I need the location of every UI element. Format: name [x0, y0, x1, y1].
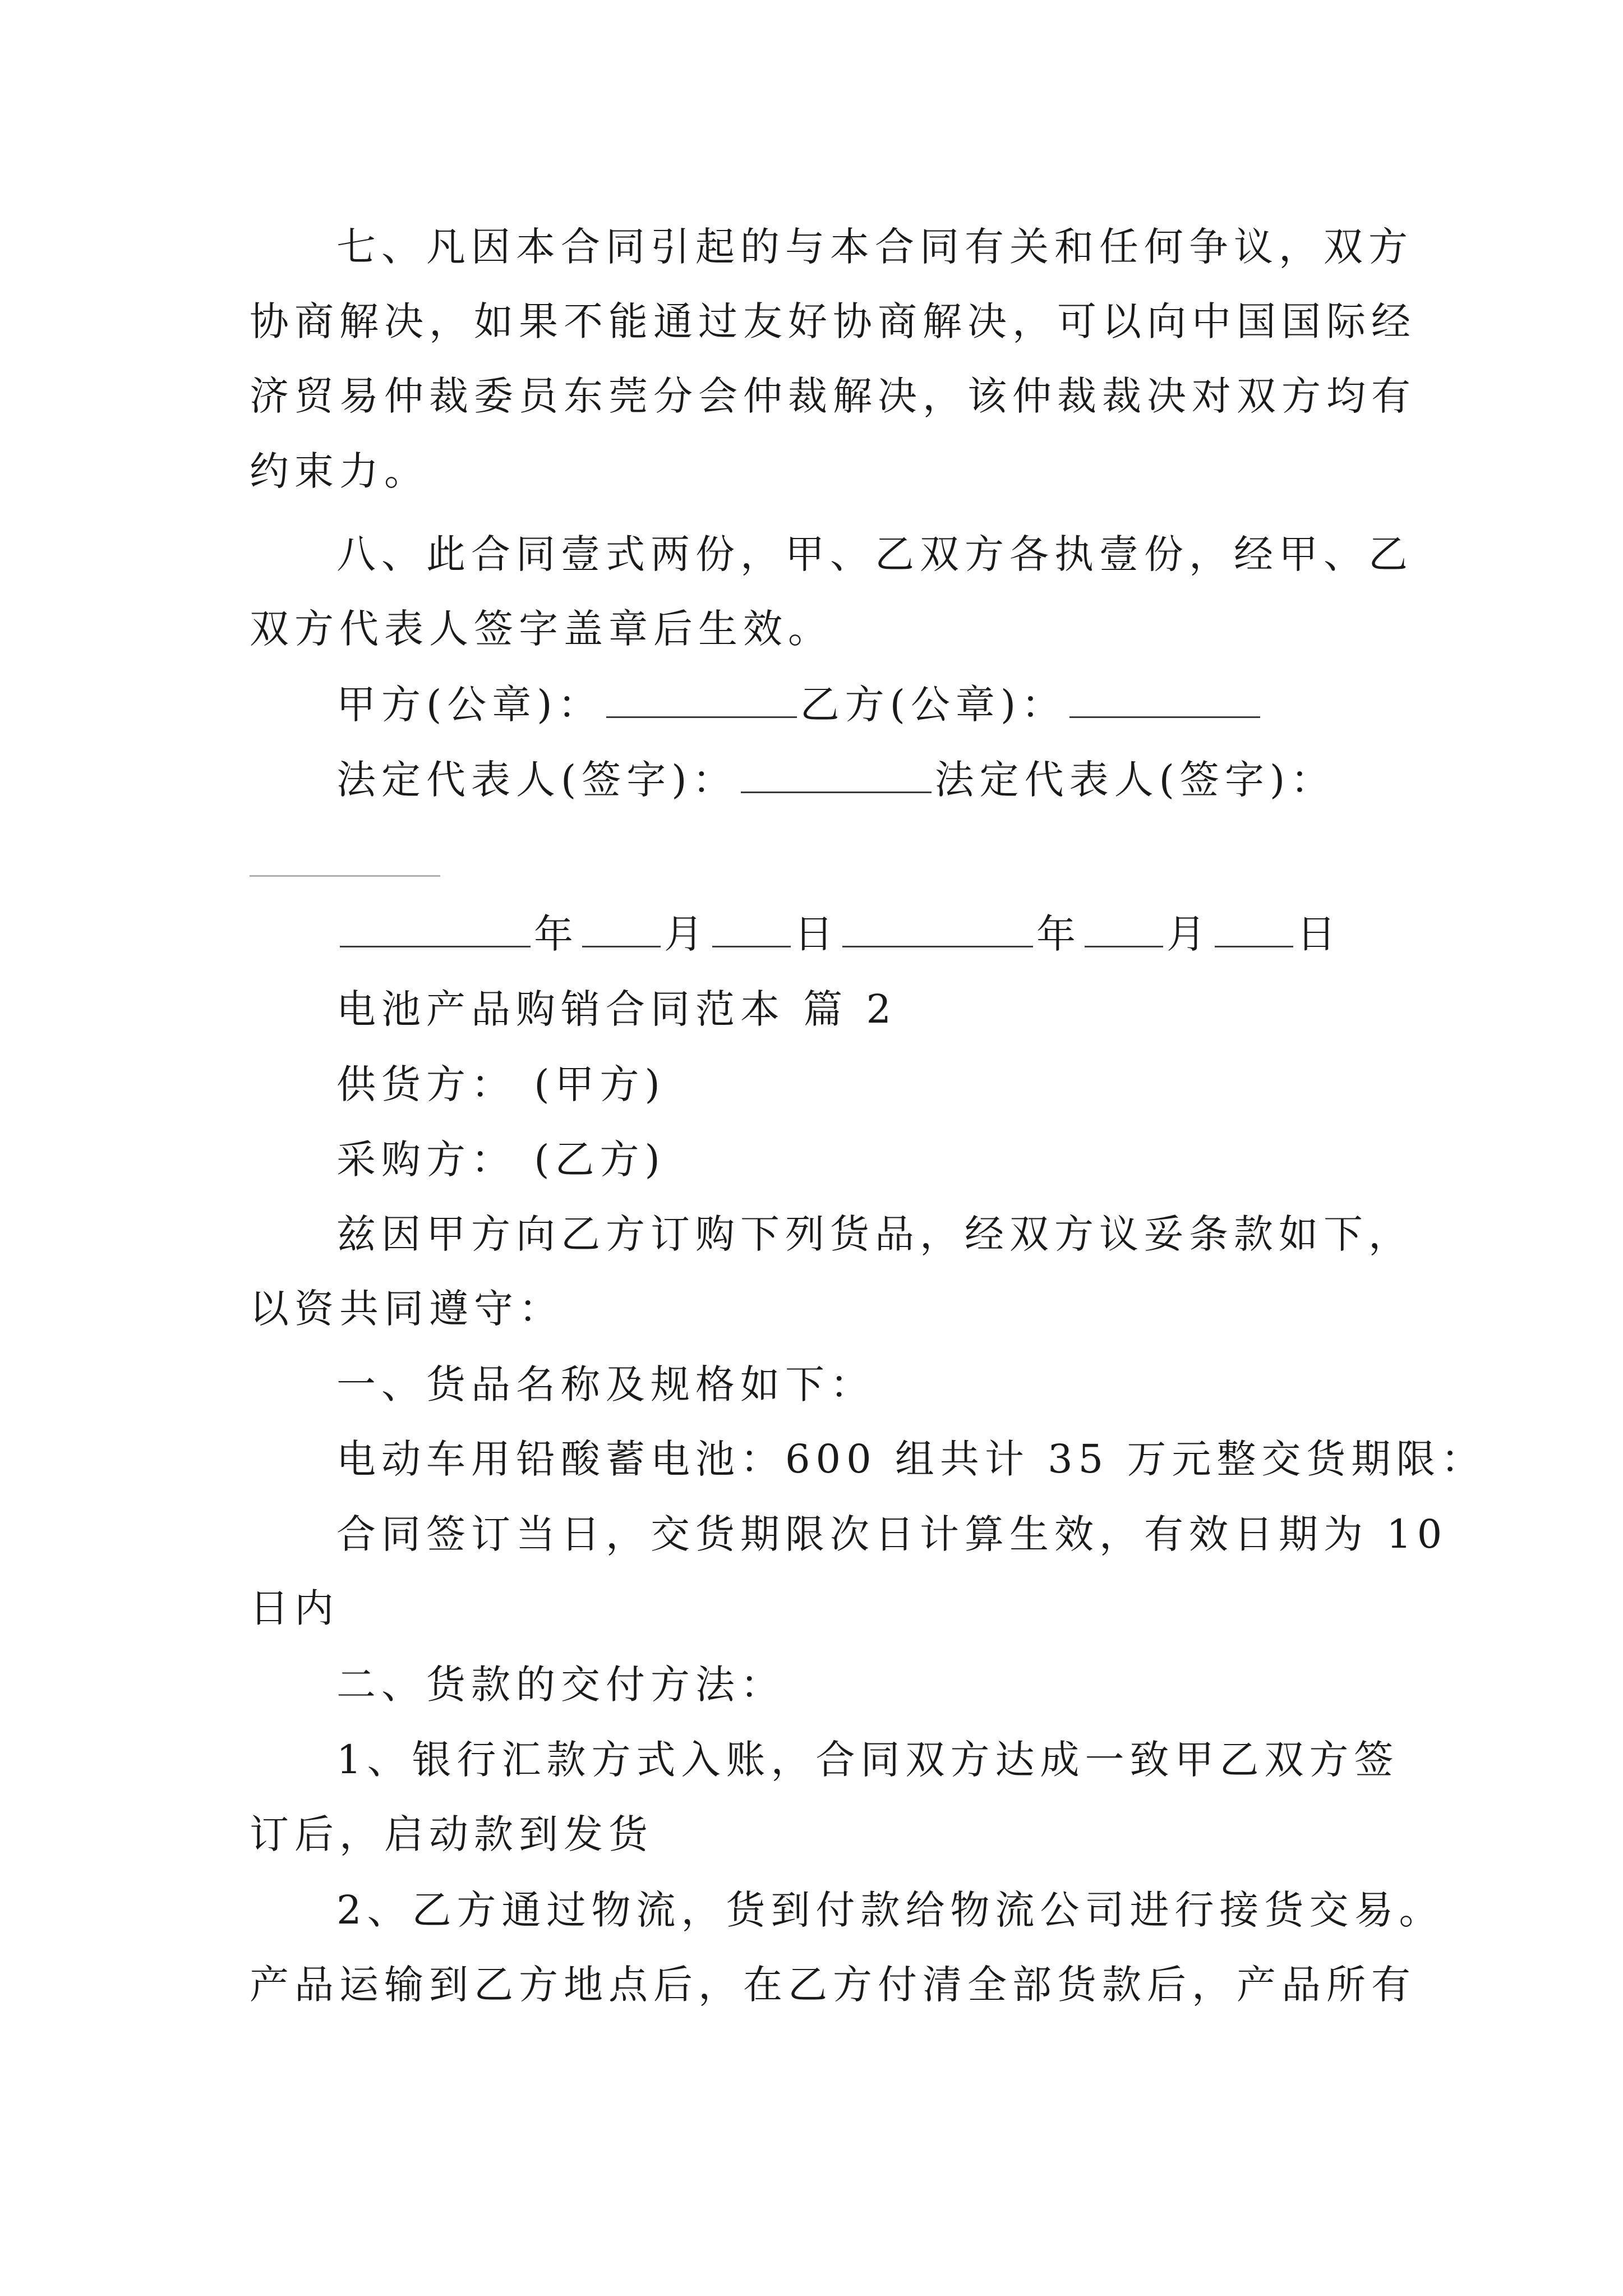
clause-8-line-2: 双方代表人签字盖章后生效。 [250, 606, 833, 652]
intro-line-2: 以资共同遵守： [250, 1286, 564, 1332]
clause-7-line-3: 济贸易仲裁委员东莞分会仲裁解决，该仲裁裁决对双方均有 [250, 373, 1416, 419]
party-a-seal-label: 甲方(公章)： [336, 682, 603, 728]
day-blank-b [1215, 912, 1293, 947]
year-label-a: 年 [534, 911, 579, 957]
party-a-rep-blank [741, 758, 932, 793]
item-2-title: 二、货款的交付方法： [336, 1662, 785, 1708]
month-blank-a [582, 912, 661, 947]
party-b-rep-blank [250, 875, 440, 877]
item-1-delivery-line-1: 合同签订当日，交货期限次日计算生效，有效日期为 10 [336, 1511, 1448, 1557]
intro-line-1: 兹因甲方向乙方订购下列货品，经双方议妥条款如下， [336, 1211, 1413, 1257]
month-label-b: 月 [1166, 911, 1211, 957]
purchaser-line: 采购方： (乙方) [336, 1137, 666, 1182]
clause-7-line-1: 七、凡因本合同引起的与本合同有关和任何争议，双方 [336, 224, 1413, 270]
year-label-b: 年 [1036, 911, 1081, 957]
item-2-point-2-line-2: 产品运输到乙方地点后，在乙方付清全部货款后，产品所有 [250, 1962, 1416, 2008]
date-signature-line [336, 909, 1341, 959]
supplier-line: 供货方： (甲方) [336, 1061, 666, 1107]
seal-signature-line [336, 679, 1264, 730]
day-blank-a [712, 912, 791, 947]
item-1-goods: 电动车用铅酸蓄电池：600 组共计 35 万元整交货期限： [336, 1436, 1486, 1482]
item-2-point-1-line-2: 订后，启动款到发货 [250, 1811, 653, 1857]
section-2-heading: 电池产品购销合同范本 篇 2 [336, 986, 897, 1032]
clause-7-line-2: 协商解决，如果不能通过友好协商解决，可以向中国国际经 [250, 298, 1416, 344]
party-a-seal-blank [606, 683, 797, 718]
representative-signature-line [336, 754, 1335, 805]
year-blank-a [340, 912, 531, 947]
clause-8-line-1: 八、此合同壹式两份，甲、乙双方各执壹份，经甲、乙 [336, 531, 1413, 577]
party-b-seal-label: 乙方(公章)： [800, 682, 1067, 728]
item-1-delivery-line-2: 日内 [250, 1585, 339, 1631]
day-label-b: 日 [1297, 911, 1341, 957]
item-2-point-2-line-1: 2、乙方通过物流，货到付款给物流公司进行接货交易。 [336, 1887, 1444, 1933]
item-2-point-1-line-1: 1、银行汇款方式入账，合同双方达成一致甲乙双方签 [336, 1737, 1399, 1783]
party-a-rep-label: 法定代表人(签字)： [336, 757, 737, 803]
day-label-a: 日 [794, 911, 839, 957]
item-1-title: 一、货品名称及规格如下： [336, 1361, 875, 1407]
year-blank-b [842, 912, 1033, 947]
month-label-a: 月 [664, 911, 709, 957]
clause-7-line-4: 约束力。 [250, 448, 429, 494]
month-blank-b [1085, 912, 1163, 947]
party-b-rep-label: 法定代表人(签字)： [934, 757, 1336, 803]
party-b-seal-blank [1069, 683, 1260, 718]
